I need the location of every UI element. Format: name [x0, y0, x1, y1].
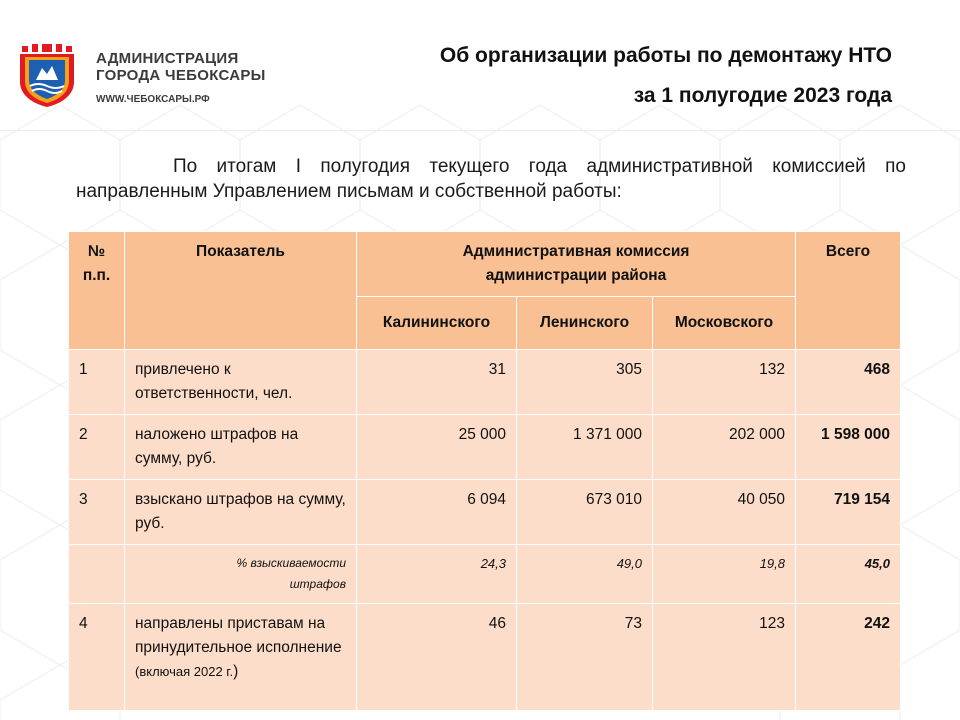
row-label: взыскано штрафов на сумму, руб. [125, 480, 357, 545]
value-moskovsky: 123 [653, 604, 796, 711]
header-district-moskovsky: Московского [653, 297, 796, 350]
value-total: 468 [796, 350, 901, 415]
value-kalininsky: 6 094 [357, 480, 517, 545]
row-label: наложено штрафов на сумму, руб. [125, 415, 357, 480]
results-table [68, 231, 901, 711]
value-kalininsky: 24,3 [357, 545, 517, 604]
row-label [125, 604, 357, 711]
table-row [69, 545, 901, 604]
org-name-line2: ГОРОДА ЧЕБОКСАРЫ [96, 67, 266, 84]
row-num: 1 [69, 350, 125, 415]
header-indicator: Показатель [125, 232, 357, 350]
chuvash-coat-of-arms-logo [16, 44, 78, 108]
value-total: 242 [796, 604, 901, 711]
organization-name [96, 50, 266, 108]
value-moskovsky: 19,8 [653, 545, 796, 604]
header-district-leninsky: Ленинского [517, 297, 653, 350]
row-num: 3 [69, 480, 125, 545]
org-name-line1: АДМИНИСТРАЦИЯ [96, 50, 239, 67]
header-total: Всего [796, 232, 901, 350]
table-row [69, 415, 901, 480]
row-num: 4 [69, 604, 125, 711]
value-moskovsky: 132 [653, 350, 796, 415]
row-label-note: (включая 2022 г. [135, 664, 234, 679]
value-total: 719 154 [796, 480, 901, 545]
row-label: % взыскиваемости штрафов [125, 545, 357, 604]
table-row [69, 604, 901, 711]
header-num: № п.п. [69, 232, 125, 350]
value-kalininsky: 46 [357, 604, 517, 711]
value-kalininsky: 25 000 [357, 415, 517, 480]
value-total: 1 598 000 [796, 415, 901, 480]
header-district-kalininsky: Калининского [357, 297, 517, 350]
value-leninsky: 1 371 000 [517, 415, 653, 480]
row-num [69, 545, 125, 604]
intro-paragraph: По итогам I полугодия текущего года административной комиссией по направленным Управлением письмам и собственной работы: [76, 156, 906, 202]
page-title-line2: за 1 полугодие 2023 года [633, 84, 892, 107]
table-row [69, 350, 901, 415]
value-leninsky: 673 010 [517, 480, 653, 545]
row-num: 2 [69, 415, 125, 480]
row-label-close: ) [233, 663, 239, 680]
value-moskovsky: 40 050 [653, 480, 796, 545]
value-total: 45,0 [796, 545, 901, 604]
value-moskovsky: 202 000 [653, 415, 796, 480]
value-leninsky: 73 [517, 604, 653, 711]
org-website: WWW.ЧЕБОКСАРЫ.РФ [96, 94, 210, 105]
header-commission: Административная комиссия администрации района [357, 232, 796, 297]
row-label: привлечено к ответственности, чел. [125, 350, 357, 415]
value-leninsky: 305 [517, 350, 653, 415]
table-row [69, 480, 901, 545]
value-leninsky: 49,0 [517, 545, 653, 604]
row-label-main: направлены приставам на принудительное исполнение [135, 615, 342, 656]
page-title-line1: Об организации работы по демонтажу НТО [439, 44, 892, 67]
header-divider [0, 130, 960, 131]
value-kalininsky: 31 [357, 350, 517, 415]
